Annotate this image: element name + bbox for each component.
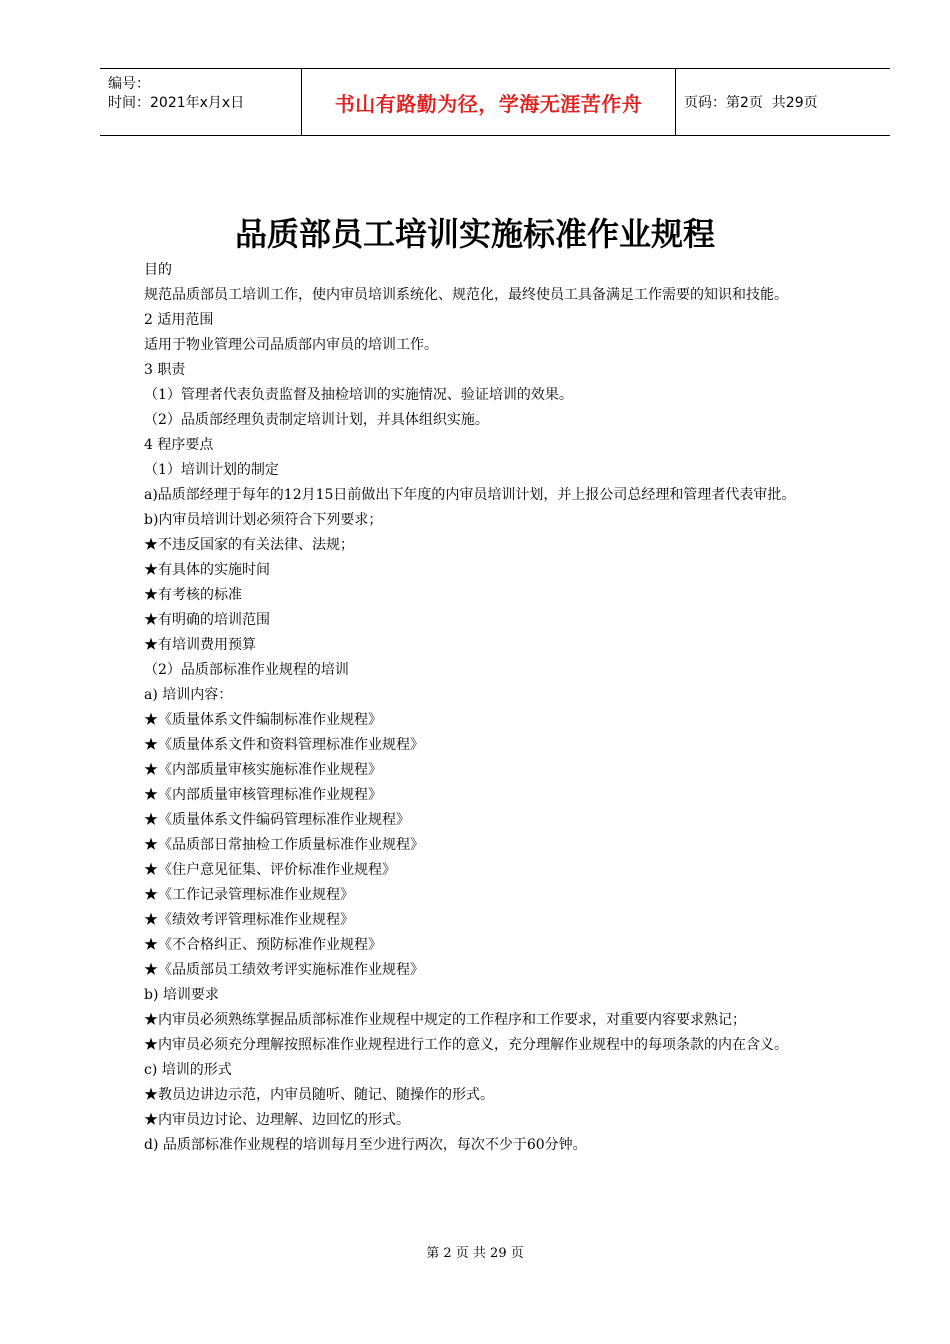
- body-line: ★《不合格纠正、预防标准作业规程》: [144, 937, 382, 953]
- body-line: （2）品质部标准作业规程的培训: [144, 662, 349, 678]
- body-line: ★《质量体系文件编码管理标准作业规程》: [144, 812, 410, 828]
- body-line: a)品质部经理于每年的12月15日前做出下年度的内审员培训计划，并上报公司总经理和管理者代表审批。: [144, 487, 796, 503]
- document-title: 品质部员工培训实施标准作业规程: [234, 215, 715, 253]
- body-line: ★有考核的标准: [144, 587, 242, 603]
- body-line: 目的: [144, 262, 172, 278]
- body-line: （1）管理者代表负责监督及抽检培训的实施情况、验证培训的效果。: [144, 387, 573, 403]
- body-line: （2）品质部经理负责制定培训计划，并具体组织实施。: [144, 412, 489, 428]
- document-body: [144, 258, 852, 1158]
- body-line: ★内审员必须充分理解按照标准作业规程进行工作的意义，充分理解作业规程中的每项条款的内在含义。: [144, 1037, 788, 1053]
- body-line: b) 培训要求: [144, 987, 219, 1003]
- body-line: 3 职责: [144, 362, 186, 378]
- body-line: a) 培训内容：: [144, 687, 233, 703]
- body-line: 4 程序要点: [144, 437, 214, 453]
- page-info-text: 页码：第2页 共29页: [684, 95, 818, 111]
- header-meta: [100, 69, 302, 135]
- header-motto: [302, 69, 676, 135]
- header-table: [100, 68, 890, 136]
- body-line: 规范品质部员工培训工作，使内审员培训系统化、规范化，最终使员工具备满足工作需要的知识和技能。: [144, 287, 788, 303]
- body-line: ★有明确的培训范围: [144, 612, 270, 628]
- body-line: ★《质量体系文件和资料管理标准作业规程》: [144, 737, 424, 753]
- body-line: 2 适用范围: [144, 312, 214, 328]
- body-line: （1）培训计划的制定: [144, 462, 279, 478]
- body-line: ★《绩效考评管理标准作业规程》: [144, 912, 354, 928]
- body-line: b)内审员培训计划必须符合下列要求；: [144, 512, 383, 528]
- body-line: ★有培训费用预算: [144, 637, 256, 653]
- motto-text: 书山有路勤为径，学海无涯苦作舟: [334, 91, 643, 116]
- body-line: 适用于物业管理公司品质部内审员的培训工作。: [144, 337, 438, 353]
- header-page-info: [676, 69, 890, 135]
- body-line: ★不违反国家的有关法律、法规；: [144, 537, 354, 553]
- body-line: c) 培训的形式: [144, 1062, 232, 1078]
- body-line: ★教员边讲边示范，内审员随听、随记、随操作的形式。: [144, 1087, 494, 1103]
- time-label: 时间：2021年x月x日: [108, 95, 245, 111]
- body-line: ★内审员必须熟练掌握品质部标准作业规程中规定的工作程序和工作要求，对重要内容要求熟记；: [144, 1012, 746, 1028]
- page-footer: 第 2 页 共 29 页: [426, 1246, 524, 1261]
- body-line: ★内审员边讨论、边理解、边回忆的形式。: [144, 1112, 410, 1128]
- body-line: ★《内部质量审核实施标准作业规程》: [144, 762, 382, 778]
- body-line: ★《品质部日常抽检工作质量标准作业规程》: [144, 837, 424, 853]
- number-label: 编号：: [108, 76, 150, 92]
- body-line: ★《工作记录管理标准作业规程》: [144, 887, 354, 903]
- body-line: ★《质量体系文件编制标准作业规程》: [144, 712, 382, 728]
- body-line: d) 品质部标准作业规程的培训每月至少进行两次，每次不少于60分钟。: [144, 1137, 587, 1153]
- body-line: ★《品质部员工绩效考评实施标准作业规程》: [144, 962, 424, 978]
- body-line: ★有具体的实施时间: [144, 562, 270, 578]
- body-line: ★《内部质量审核管理标准作业规程》: [144, 787, 382, 803]
- body-line: ★《住户意见征集、评价标准作业规程》: [144, 862, 396, 878]
